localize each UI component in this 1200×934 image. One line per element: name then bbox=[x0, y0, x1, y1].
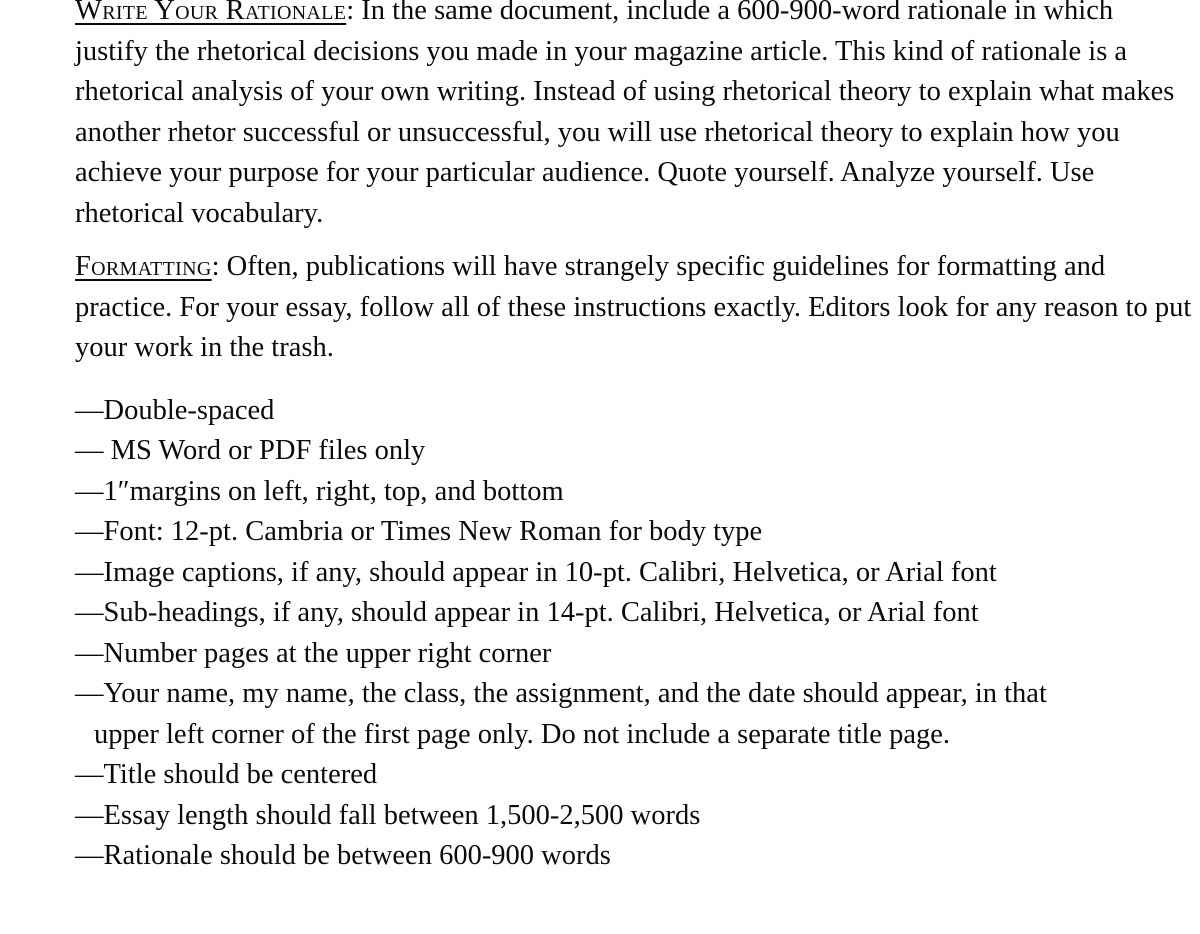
text-line: another rhetor successful or unsuccessful, you will use rhetorical theory to explain how you bbox=[75, 116, 1120, 148]
formatting-heading: Formatting bbox=[75, 251, 212, 282]
text-line: your work in the trash. bbox=[75, 332, 334, 363]
text-line: practice. For your essay, follow all of these instructions exactly. Editors look for any reason to put bbox=[75, 291, 1192, 323]
list-item: —Number pages at the upper right corner bbox=[75, 637, 552, 669]
list-item: —Essay length should fall between 1,500-2,500 words bbox=[75, 799, 701, 831]
list-item: —Title should be centered bbox=[75, 759, 378, 790]
text-line bbox=[75, 0, 1200, 32]
text-line: justify the rhetorical decisions you made in your magazine article. This kind of rationale is a bbox=[75, 35, 1128, 67]
formatting-rules-list bbox=[75, 391, 1200, 877]
list-item: —Rationale should be between 600-900 words bbox=[75, 840, 611, 871]
text-line: rhetorical analysis of your own writing. Instead of using rhetorical theory to explain what makes bbox=[75, 76, 1175, 107]
text-line: achieve your purpose for your particular audience. Quote yourself. Analyze yourself. Use bbox=[75, 157, 1095, 188]
list-item: —Image captions, if any, should appear in 10-pt. Calibri, Helvetica, or Arial font bbox=[75, 556, 997, 588]
list-item: —Sub-headings, if any, should appear in 14-pt. Calibri, Helvetica, or Arial font bbox=[75, 597, 979, 628]
list-item: — MS Word or PDF files only bbox=[75, 435, 426, 466]
text-line: rhetorical vocabulary. bbox=[75, 197, 324, 229]
list-item: —Font: 12-pt. Cambria or Times New Roman for body type bbox=[75, 516, 763, 547]
text-run: : Often, publications will have strangely specific guidelines for formatting and bbox=[211, 251, 1106, 282]
list-item: —Your name, my name, the class, the assignment, and the date should appear, in that bbox=[75, 678, 1047, 709]
document-page bbox=[75, 0, 1200, 877]
formatting-paragraph bbox=[75, 247, 1200, 369]
text-run: : In the same document, include a 600-900-word rationale in which bbox=[346, 0, 1114, 26]
rationale-paragraph bbox=[75, 0, 1200, 234]
rationale-heading: Write Your Rationale bbox=[75, 0, 347, 26]
list-item-continuation: upper left corner of the first page only. Do not include a separate title page. bbox=[94, 718, 950, 750]
list-item: —1″margins on left, right, top, and bottom bbox=[75, 475, 564, 507]
text-line bbox=[75, 247, 1200, 288]
list-item: —Double-spaced bbox=[75, 394, 275, 426]
